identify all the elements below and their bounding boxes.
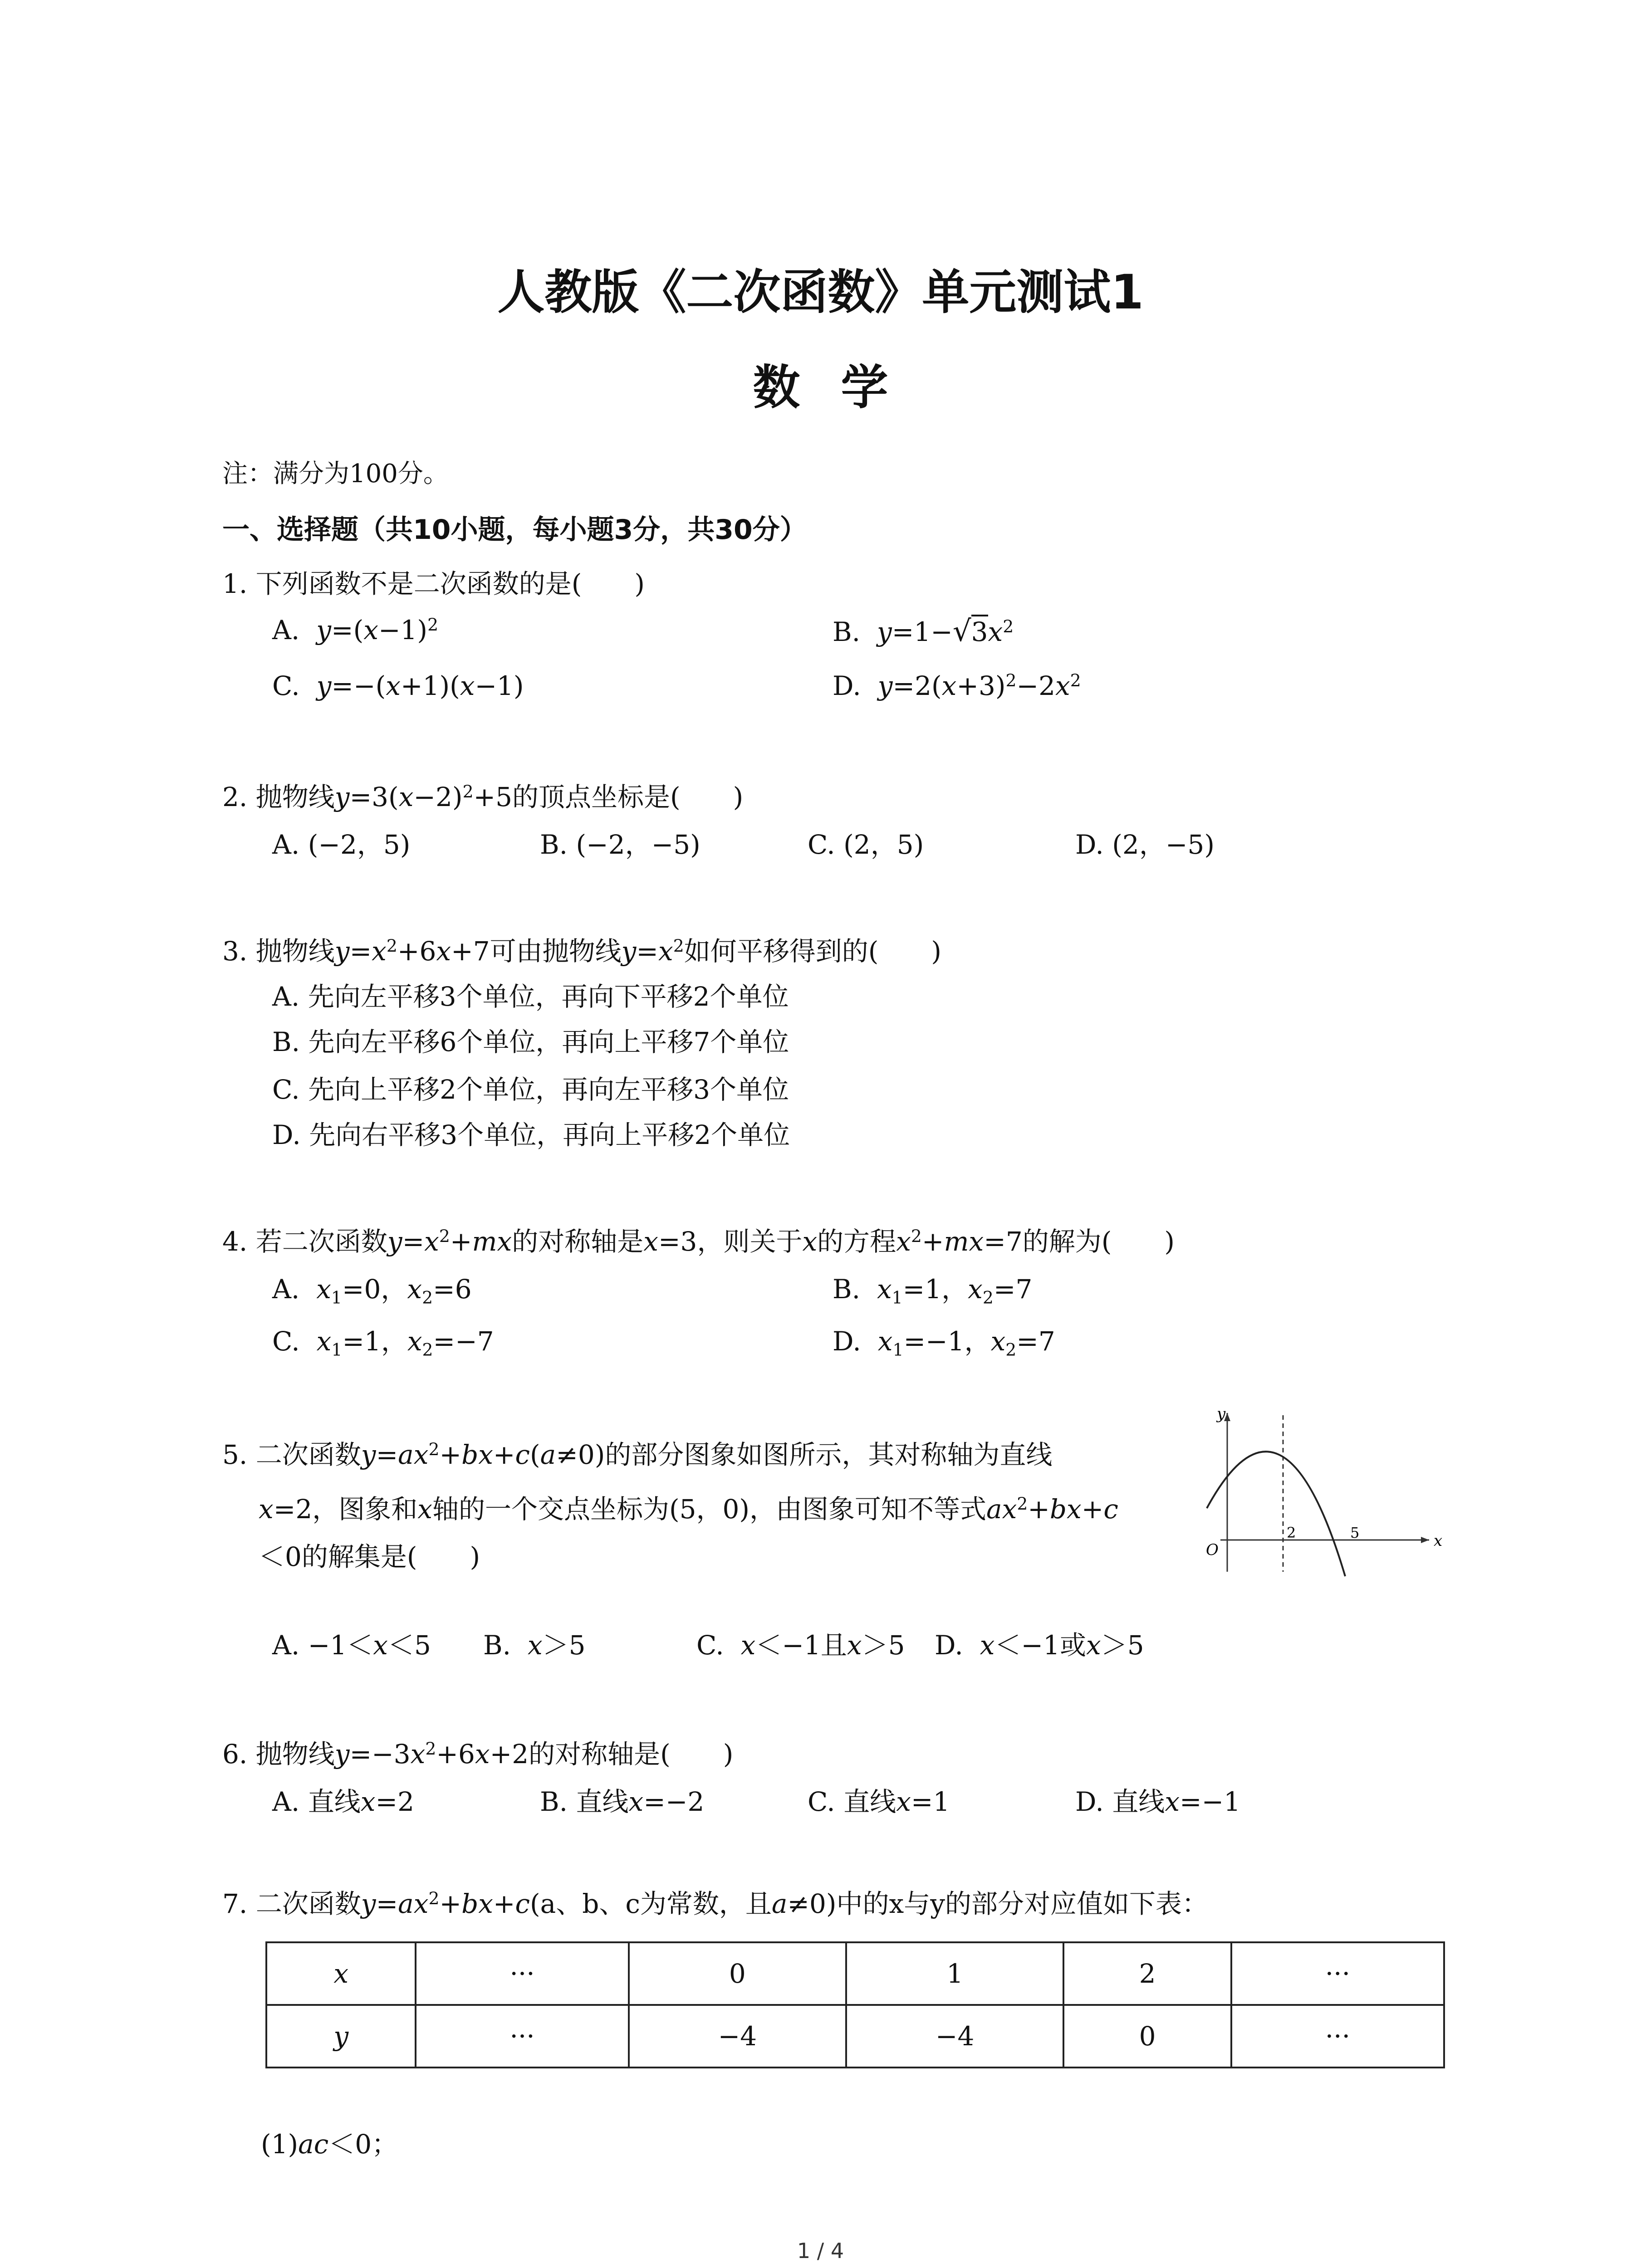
table-cell: x xyxy=(266,1942,416,2005)
q4-option-a: A. $x_1=0$，$x_2=6$ xyxy=(272,1274,472,1308)
q2-option-d: D. (2，−5) xyxy=(1075,829,1215,860)
table-cell: ··· xyxy=(1231,2005,1444,2068)
q5-option-c: C. x＜−1且x＞5 xyxy=(696,1630,905,1661)
question-2-stem: 2. 抛物线$y=3(x-2)^2+5$的顶点坐标是( ) xyxy=(222,782,744,812)
graph-tick-2: 2 xyxy=(1287,1524,1296,1541)
q5-option-a: A. −1＜x＜5 xyxy=(272,1630,431,1661)
table-row-y xyxy=(266,2005,1444,2068)
question-5-line-3: ＜0的解集是( ) xyxy=(259,1541,480,1572)
q5-option-b: B. x＞5 xyxy=(483,1630,586,1661)
q7-value-table xyxy=(265,1941,1445,2068)
table-cell: ··· xyxy=(416,1942,628,2005)
question-1-stem: 1. 下列函数不是二次函数的是( ) xyxy=(222,568,645,599)
graph-y-label: y xyxy=(1217,1405,1226,1423)
question-3-stem: 3. 抛物线$y=x^2+6x+7$可由抛物线$y=x^2$如何平移得到的( ) xyxy=(222,936,941,967)
graph-origin-label: O xyxy=(1206,1541,1219,1559)
score-note: 注：满分为100分。 xyxy=(222,459,449,489)
table-cell: ··· xyxy=(1231,1942,1444,2005)
q6-option-a: A. 直线x=2 xyxy=(272,1786,414,1817)
question-7-stem: 7. 二次函数$y=ax^2+bx+c(a$、b、c为常数，且a≠0)中的x与y的部分对应值如下表： xyxy=(222,1888,1209,1919)
table-cell: 0 xyxy=(1063,2005,1231,2068)
q5-option-d: D. x＜−1或x＞5 xyxy=(935,1630,1144,1661)
question-5-line-2: x=2，图象和x轴的一个交点坐标为(5，0)，由图象可知不等式$ax^2+bx+c$ xyxy=(259,1494,1118,1525)
question-4-stem: 4. 若二次函数$y=x^2+mx$的对称轴是x=3，则关于x的方程$x^2+mx=7$的解为( ) xyxy=(222,1226,1175,1257)
q3-option-d: D. 先向右平移3个单位，再向上平移2个单位 xyxy=(272,1119,790,1150)
q5-parabola-graph xyxy=(1198,1402,1452,1583)
q2-option-c: C. (2，5) xyxy=(808,829,924,860)
graph-x-label: x xyxy=(1434,1532,1443,1550)
q3-option-b: B. 先向左平移6个单位，再向上平移7个单位 xyxy=(272,1026,789,1057)
q1-option-d: D. $y=2(x+3)^2-2x^2$ xyxy=(833,670,1081,701)
table-cell: y xyxy=(266,2005,416,2068)
q4-option-c: C. $x_1=1$，$x_2=-7$ xyxy=(272,1326,494,1360)
table-cell: 2 xyxy=(1063,1942,1231,2005)
graph-tick-5: 5 xyxy=(1350,1524,1360,1541)
q1-option-c: C. y=−(x+1)(x−1) xyxy=(272,670,524,701)
q7-item-1: (1)ac＜0； xyxy=(261,2129,398,2160)
q3-option-c: C. 先向上平移2个单位，再向左平移3个单位 xyxy=(272,1074,789,1105)
q3-option-a: A. 先向左平移3个单位，再向下平移2个单位 xyxy=(272,981,789,1012)
table-cell: 1 xyxy=(846,1942,1063,2005)
q4-option-d: D. $x_1=-1$，$x_2=7$ xyxy=(833,1326,1055,1360)
q6-option-b: B. 直线x=−2 xyxy=(540,1786,705,1817)
page-title: 人教版《二次函数》单元测试1 xyxy=(497,264,1144,320)
table-cell: ··· xyxy=(416,2005,628,2068)
q6-option-d: D. 直线x=−1 xyxy=(1075,1786,1241,1817)
q2-option-a: A. (−2，5) xyxy=(272,829,411,860)
table-cell: 0 xyxy=(629,1942,846,2005)
section-heading: 一、选择题（共10小题，每小题3分，共30分） xyxy=(222,514,807,546)
q1-option-a: A. $y=(x-1)^2$ xyxy=(272,615,439,645)
table-cell: −4 xyxy=(846,2005,1063,2068)
q1-option-b: B. $y=1-√3x^2$ xyxy=(833,615,1014,648)
q2-option-b: B. (−2，−5) xyxy=(540,829,700,860)
q4-option-b: B. $x_1=1$，$x_2=7$ xyxy=(833,1274,1033,1308)
subject-title: 数学 xyxy=(753,360,929,415)
x-axis-arrow xyxy=(1421,1537,1429,1543)
table-cell: −4 xyxy=(629,2005,846,2068)
page-number: 1 / 4 xyxy=(797,2239,844,2263)
question-6-stem: 6. 抛物线$y=-3x^2+6x+2$的对称轴是( ) xyxy=(222,1739,734,1769)
q6-option-c: C. 直线x=1 xyxy=(808,1786,950,1817)
question-5-line-1: 5. 二次函数$y=ax^2+bx+c(a\ne 0)$的部分图象如图所示，其对称轴为直线 xyxy=(222,1439,1053,1470)
table-row-x xyxy=(266,1942,1444,2005)
